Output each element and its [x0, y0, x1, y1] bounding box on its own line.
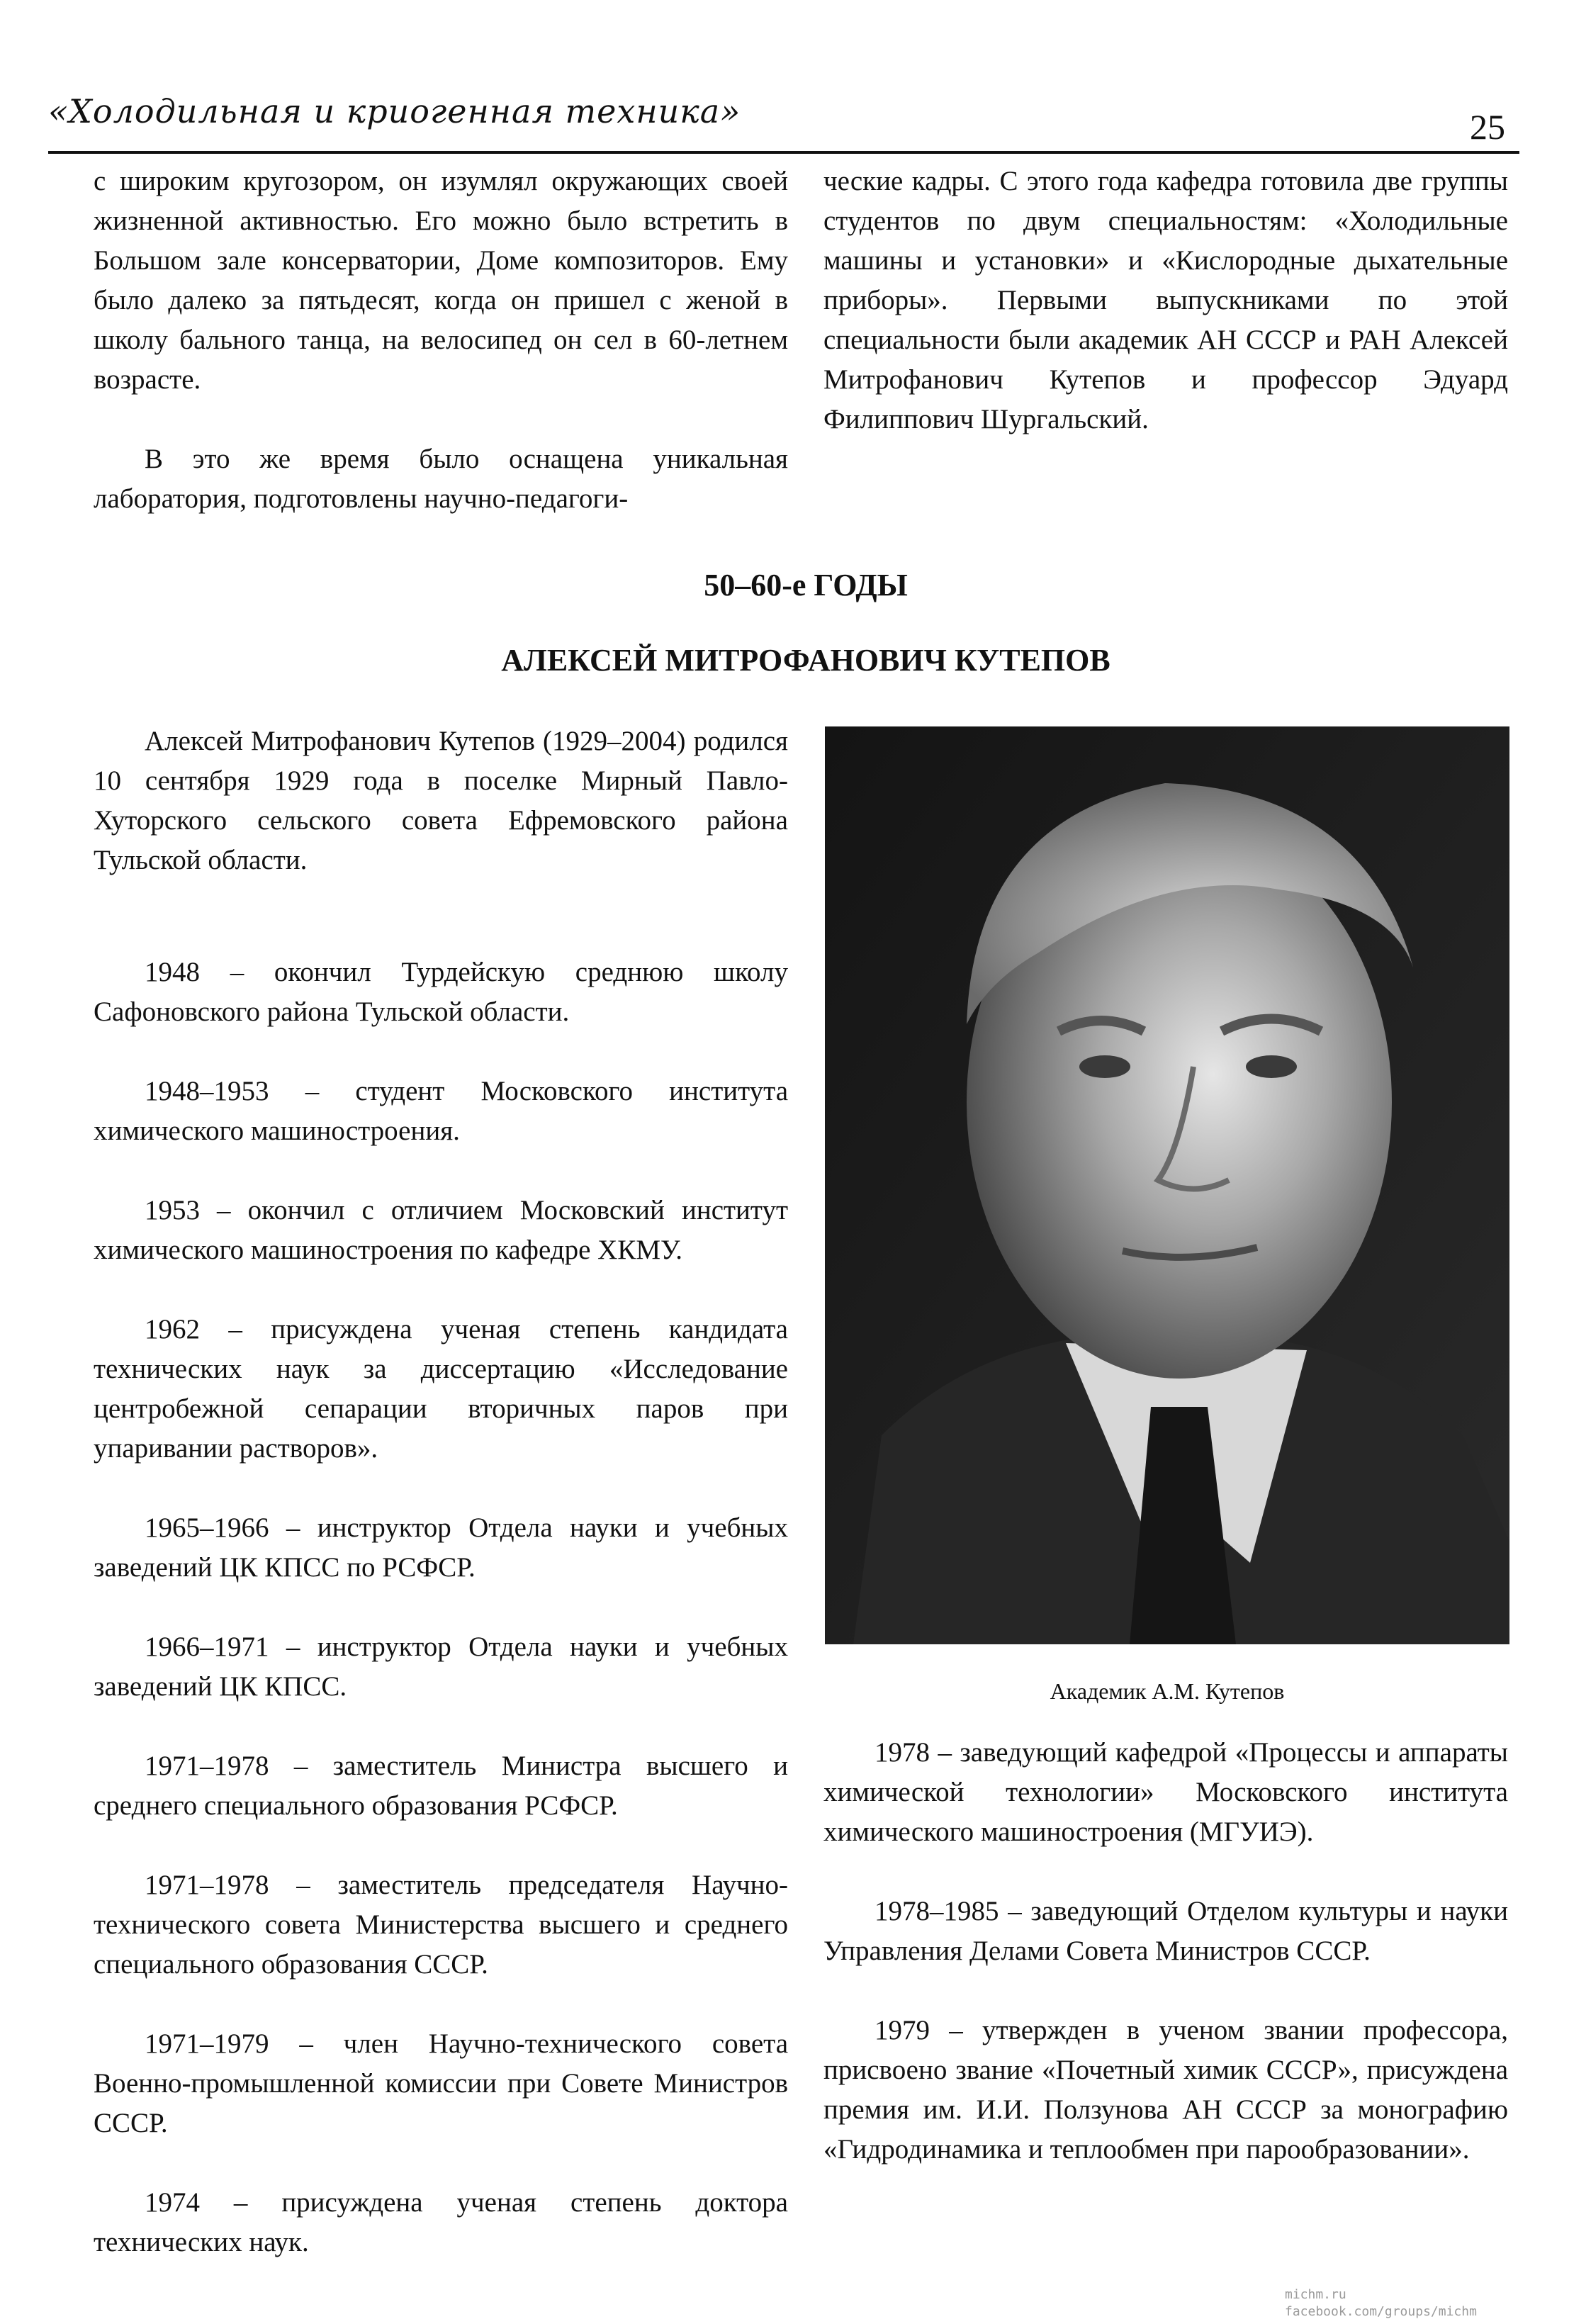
portrait-photo	[825, 726, 1509, 1644]
timeline-entry: 1948–1953 – студент Московского института химического машиностроения.	[94, 1076, 788, 1146]
timeline-entry: 1971–1978 – заместитель Министра высшего и среднего специального образования РСФСР.	[94, 1751, 788, 1821]
watermark	[1285, 2286, 1477, 2320]
journal-title: «Холодильная и криогенная техника»	[48, 92, 741, 130]
biography-intro: Алексей Митрофанович Кутепов (1929–2004) родился 10 сентября 1929 года в поселке Мирный Павло-Хуторского сельского совета Ефремовского района Тульской области.	[94, 726, 788, 875]
continued-text-right	[823, 162, 1508, 439]
timeline-entry: 1965–1966 – инструктор Отдела науки и учебных заведений ЦК КПСС по РСФСР.	[94, 1512, 788, 1583]
era-heading: 50–60-е ГОДЫ	[704, 568, 908, 602]
timeline-entry: 1948 – окончил Турдейскую среднюю школу Сафоновского района Тульской области.	[94, 957, 788, 1027]
timeline-entry: 1978 – заведующий кафедрой «Процессы и аппараты химической технологии» Московского института химического машиностроения (МГУИЭ).	[823, 1737, 1508, 1847]
watermark-group: facebook.com/groups/michm	[1285, 2304, 1477, 2319]
timeline-entry: 1974 – присуждена ученая степень доктора технических наук.	[94, 2187, 788, 2257]
timeline-entry: 1962 – присуждена ученая степень кандидата технических наук за диссертацию «Исследование центробежной сепарации вторичных паров при упаривании растворов».	[94, 1314, 788, 1464]
timeline-entry: 1971–1978 – заместитель председателя Научно-технического совета Министерства высшего и среднего специального образования СССР.	[94, 1870, 788, 1980]
biography-right-column	[823, 1733, 1508, 2209]
paragraph: В это же время было оснащена уникальная лаборатория, подготовлены научно-педагоги-	[94, 444, 788, 514]
paragraph: ческие кадры. С этого года кафедра готовила две группы студентов по двум специальностям: «Холодильные машины и установки» и «Кислородные дыхательные приборы». Первыми выпускниками по этой специальности были академик АН СССР и РАН Алексей Митрофанович Кутепов и профессор Эдуард Филиппович Шургальский.	[823, 166, 1508, 434]
right-eye	[1246, 1055, 1297, 1078]
timeline-entry: 1979 – утвержден в ученом звании профессора, присвоено звание «Почетный химик СССР», присуждена премия им. И.И. Ползунова АН СССР за монографию «Гидродинамика и теплообмен при парообразовании».	[823, 2015, 1508, 2165]
running-header	[48, 92, 1519, 149]
portrait-illustration	[825, 726, 1509, 1644]
timeline-entry: 1978–1985 – заведующий Отделом культуры и науки Управления Делами Совета Министров СССР.	[823, 1896, 1508, 1966]
watermark-site: michm.ru	[1285, 2287, 1346, 2302]
left-eye	[1079, 1055, 1130, 1078]
person-heading: АЛЕКСЕЙ МИТРОФАНОВИЧ КУТЕПОВ	[501, 643, 1110, 678]
timeline-entry: 1966–1971 – инструктор Отдела науки и учебных заведений ЦК КПСС.	[94, 1632, 788, 1702]
continued-text-left	[94, 162, 788, 519]
page-number: 25	[1470, 107, 1505, 147]
paragraph: с широким кругозором, он изумлял окружающих своей жизненной активностью. Его можно было встретить в Большом зале консерватории, Доме композиторов. Ему было далеко за пятьдесят, когда он пришел с женой в школу бального танца, на велосипед он сел в 60-летнем возрасте.	[94, 166, 788, 395]
header-rule	[48, 151, 1519, 154]
timeline-entry: 1953 – окончил с отличием Московский институт химического машиностроения по кафедре ХКМУ.	[94, 1195, 788, 1265]
biography-left-column	[94, 722, 788, 2302]
photo-caption: Академик А.М. Кутепов	[1050, 1678, 1285, 1704]
timeline-entry: 1971–1979 – член Научно-технического совета Военно-промышленной комиссии при Совете Министров СССР.	[94, 2028, 788, 2138]
